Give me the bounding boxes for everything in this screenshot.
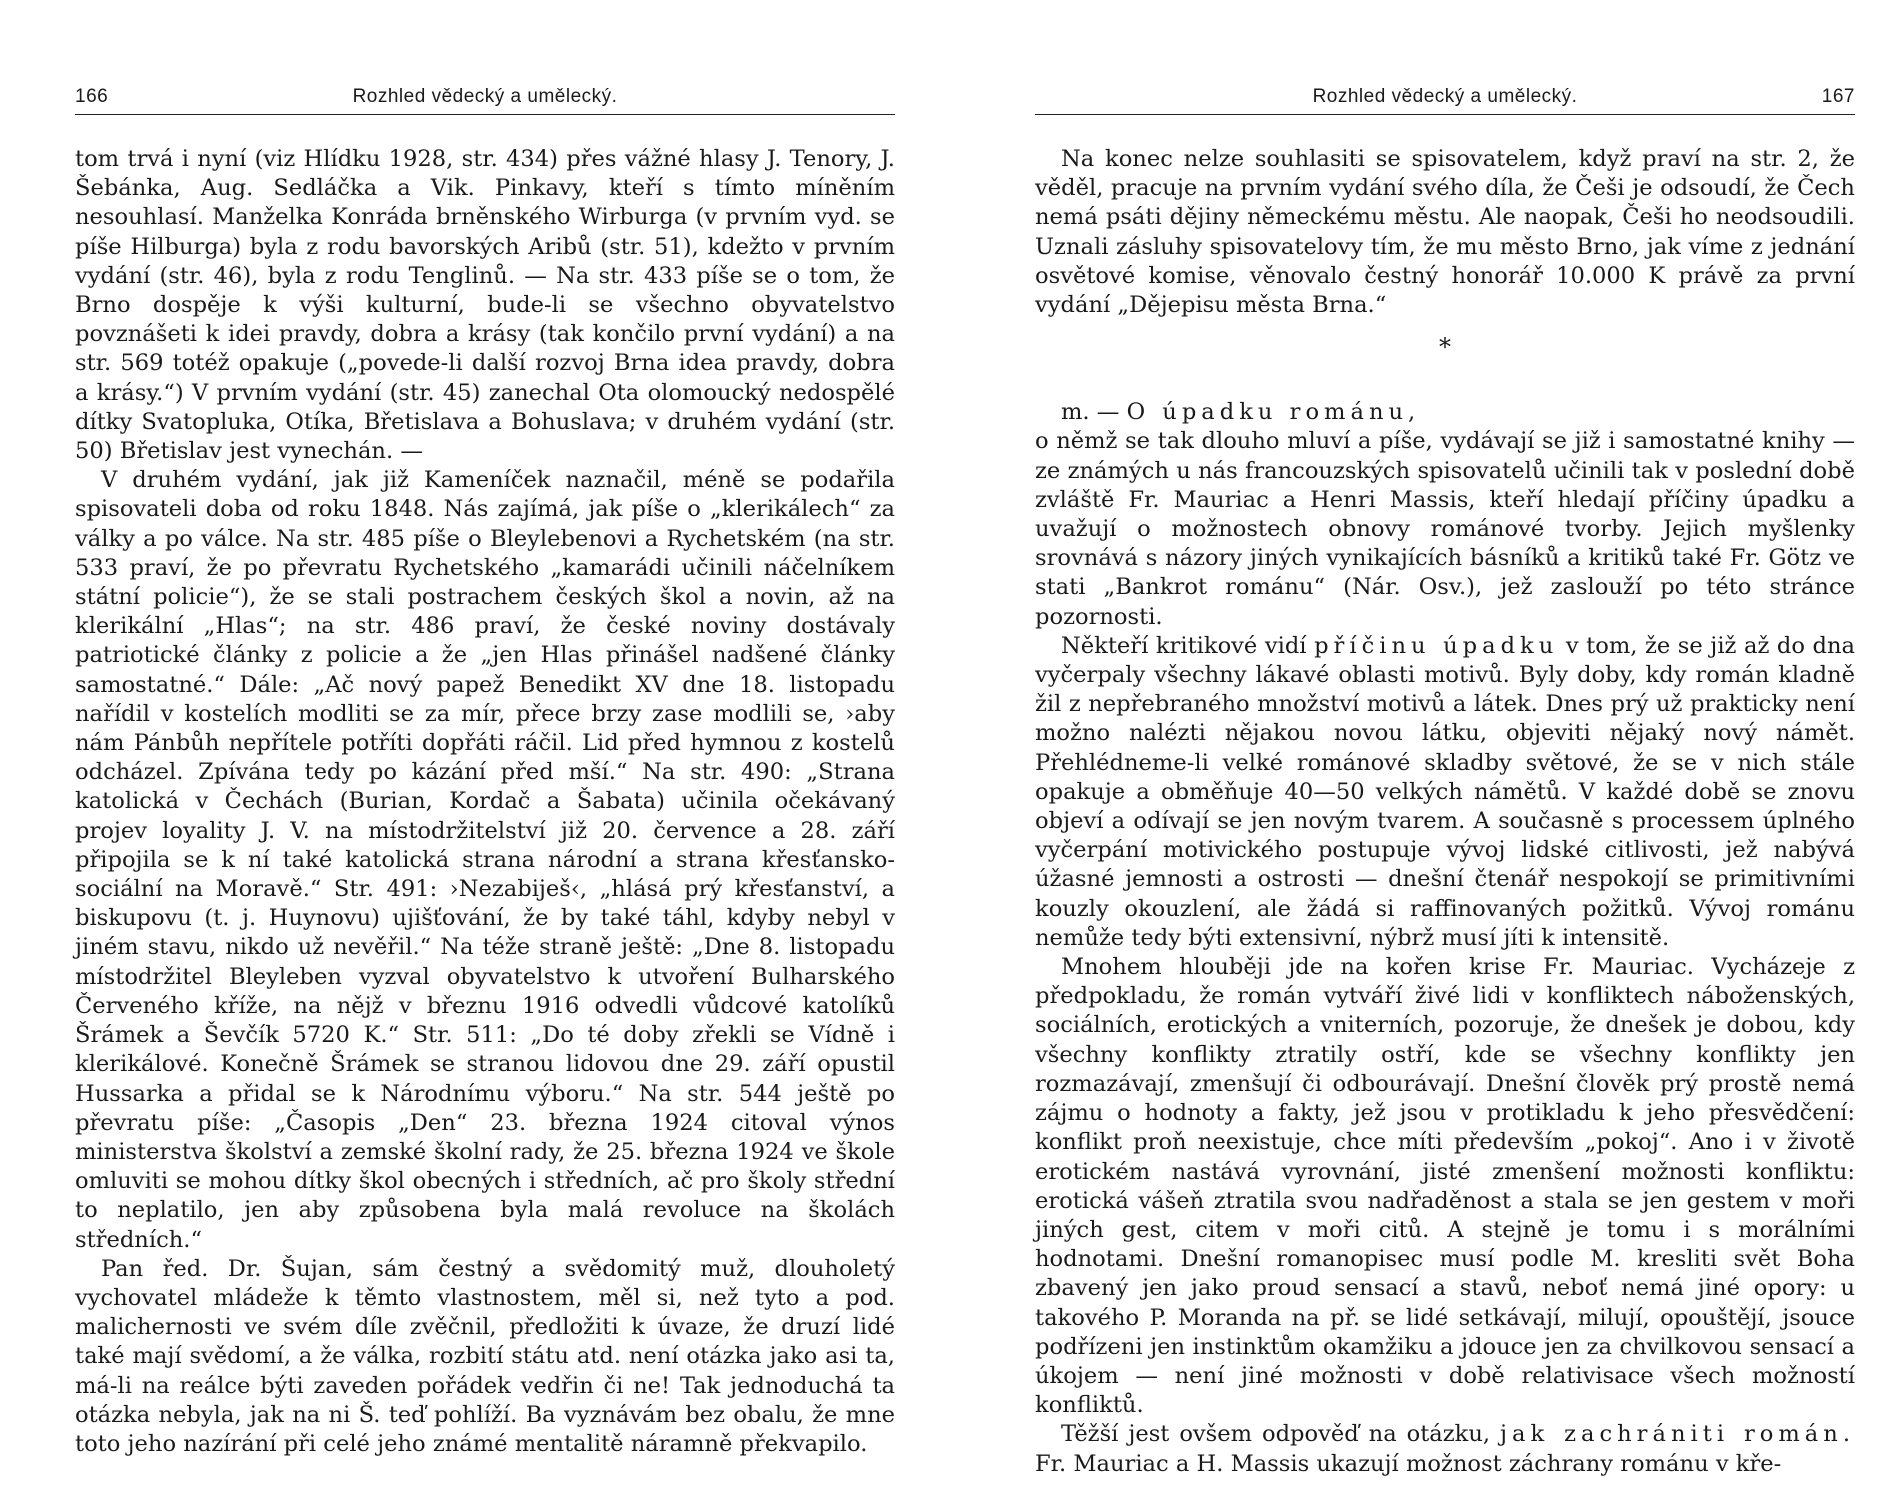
section-paragraph-3: Mnohem hlouběji jde na kořen krise Fr. Mauriac. Vycházeje z předpokladu, že román vytváří živé lidi v konfliktech náboženských, sociálních, erotických a vniterních, pozoruje, že dnešek je dobou, kdy všechny konflikty ztratily ostří, kde se všechny konflikty jen rozmazávají, zmenšují či odbourávají. Dnešní člověk prý prostě nemá zájmu o hodnoty a fakty, jež jsou v protikladu k jeho přesvědčení: konflikt proň neexistuje, chce míti především „pokoj“. Ano i v životě erotickém nastává vyrovnání, jisté zmenšení možnosti konfliktu: erotická vášeň ztratila svou nadřaděnost a stala se jen gestem v moři jiných gest, citem v moři citů. A stejně je tomu i s morálními hodnotami. Dnešní romanopisec musí podle M. kresliti svět Boha zbavený jen jako proud sensací a stavů, neboť nemá jiné opory: u takového P. Moranda na př. se lidé setkávají, milují, opouštějí, jsouce podřízeni jen instinktům okamžiku a jdouce jen za chvilkovou sensací a úkojem — není jiné možnosti v době relativisace všech možností konfliktů. [1035,954,1855,1419]
section-paragraph-4 [1035,1420,1855,1478]
left-page-body [75,145,895,1459]
section-author-mark: m. — [1061,399,1127,426]
right-running-title: Rozhled vědecký a umělecký. [1312,86,1578,107]
paragraph-4-text-start: Těžší jest ovšem odpověď na otázku, [1061,1421,1501,1448]
emphasis-jak-zachraniti-roman: jak zachrániti román. [1500,1421,1855,1448]
emphasis-pricinu-upadku: příčinu úpadku [1314,632,1559,659]
left-paragraph-1: tom trvá i nyní (viz Hlídku 1928, str. 434) přes vážné hlasy J. Tenory, J. Šebánka, Aug. Sedláčka a Vik. Pinkavy, kteří s tímto míněním nesouhlasí. Manželka Konráda brněnského Wirburga (v prvním vyd. se píše Hilburga) byla z rodu bavorských Aribů (str. 51), kdežto v prvním vydání (str. 46), byla z rodu Tenglinů. — Na str. 433 píše se o tom, že Brno dospěje k výši kulturní, bude-li se všechno obyvatelstvo povznášeti k idei pravdy, dobra a krásy (tak končilo první vydání) a na str. 569 totéž opakuje („povede-li další rozvoj Brna idea pravdy, dobra a krásy.“) V prvním vydání (str. 45) zanechal Ota olomoucký nedospělé dítky Svatopluka, Otíka, Břetislava a Bohuslava; v druhém vydání (str. 50) Břetislav jest vynechán. — [75,146,895,465]
right-page-number: 167 [1821,86,1855,107]
section-separator: * [1439,333,1451,362]
section-opening-text: o němž se tak dlouho mluví a píše, vydávají se již i samostatné knihy — ze známých u nás francouzských spisovatelů učinili tak v poslední době zvláště Fr. Mauriac a Henri Massis, kteří hledají příčiny úpadku a uvažují o možnostech obnovy románové tvorby. Jejich myšlenky srovnává s názory jiných vynikajících básníků a kritiků také Fr. Götz ve stati „Bankrot románu“ (Nár. Osv.), jež zaslouží po této stránce pozornosti. [1035,428,1855,630]
left-page-header [75,80,895,115]
left-page-number: 166 [75,86,109,107]
left-page [75,80,895,1459]
left-paragraph-3: Pan řed. Dr. Šujan, sám čestný a svědomitý muž, dlouholetý vychovatel mládeže k těmto vlastnostem, měl si, než tyto a pod. malichernosti ve svém díle zvěčnil, předložiti k úvaze, že druzí lidé také mají svědomí, a že válka, rozbití státu atd. není otázka jako asi ta, má-li na reálce býti zaveden pořádek vedřin či ne! Tak jednoduchá ta otázka nebyla, jak na ni Š. teď pohlíží. Ba vyznávám bez obalu, že mne toto jeho nazírání při celé jeho známé mentalitě náramně překvapilo. [75,1255,895,1457]
paragraph-4-text-rest: Fr. Mauriac a H. Massis ukazují možnost záchrany románu v kře- [1035,1450,1782,1477]
right-intro-paragraph: Na konec nelze souhlasiti se spisovatelem, když praví na str. 2, že věděl, pracuje na prvním vydání svého díla, že Češi je odsoudí, že Čech nemá psáti dějiny německému městu. Ale naopak, Češi ho neodsoudili. Uznali zásluhy spisovatelovy tím, že mu město Brno, jak víme z jednání osvětové komise, věnovalo čestný honorář 10.000 K právě za první vydání „Dějepisu města Brna.“ [1035,146,1855,319]
section-opening-paragraph [1035,398,1855,632]
right-page-header [1035,80,1855,115]
section-heading: O úpadku románu, [1126,399,1421,426]
section-paragraph-2 [1035,632,1855,953]
right-page [1035,80,1855,1479]
left-paragraph-2: V druhém vydání, jak již Kameníček naznačil, méně se podařila spisovateli doba od roku 1848. Nás zajímá, jak píše o „klerikálech“ za války a po válce. Na str. 485 píše o Bleylebenovi a Rychetském (na str. 533 praví, že po převratu Rychetského „kamarádi učinili náčelníkem státní policie“), že se stali postrachem českých škol a novin, až na klerikální „Hlas“; na str. 486 praví, že české noviny dostávaly patriotické články z policie a že „jen Hlas přinášel nadšené články samostatné.“ Dále: „Ač nový papež Benedikt XV dne 18. listopadu nařídil v kostelích modliti se za mír, přece brzy zase modlili se, ›aby nám Pánbůh nepřítele potříti dopřáti ráčil. Lid před hymnou z kostelů odcházel. Zpívána tedy po kázání před mší.“ Na str. 490: „Strana katolická v Čechách (Burian, Kordač a Šabata) učinila očekávaný projev loyality J. V. na místodržitelství již 20. července a 28. září připojila se k ní také katolická strana národní a strana křesťansko-sociální na Moravě.“ Str. 491: ›Nezabiješ‹, „hlásá prý křesťanství, a biskupovu (t. j. Huynovu) ujišťování, že by také táhl, kdyby nebyl v jiném stavu, nikdo už nevěřil.“ Na téže straně ještě: „Dne 8. listopadu místodržitel Bleyleben vyzval obyvatelstvo k utvoření Bulharského Červeného kříže, na nějž v březnu 1916 odvedli vůdcové katolíků Šrámek a Ševčík 5720 K.“ Str. 511: „Do té doby zřekli se Vídně i klerikálové. Konečně Šrámek se stranou lidovou dne 29. září opustil Hussarka a přidal se k Národnímu výboru.“ Na str. 544 ještě po převratu píše: „Časopis „Den“ 23. března 1924 citoval výnos ministerstva školství a zemské školní rady, že 25. března 1924 ve škole omluviti se mohou dítky škol obecných i středních, ač pro školy střední to neplatilo, jen aby způsobena byla malá revoluce na školách středních.“ [75,467,895,1253]
paragraph-2-text-rest: v tom, že se již až do dna vyčerpaly všechny lákavé oblasti motivů. Byly doby, kdy román kladně žil z nepřebraného množství motivů a látek. Dnes prý už prakticky není možno nalézti nějakou novou látku, objeviti nějaký nový námět. Přehlédneme-li velké románové skladby světové, že se v nich stále opakuje a obměňuje 40—50 velkých námětů. V každé době se znovu objeví a odívají se jen novým tvarem. A současně s processem úplného vyčerpání motivického postupuje vývoj lidské citlivosti, jež nabývá úžasné jemnosti a ostrosti — dnešní čtenář nespokojí se primitivními kouzly okouzlení, ale žádá si raffinovaných požitků. Vývoj románu nemůže tedy býti extensivní, nýbrž musí jíti k intensitě. [1035,632,1855,951]
right-page-body [1035,145,1855,1479]
paragraph-2-text-start: Někteří kritikové vidí [1061,632,1315,659]
left-running-title: Rozhled vědecký a umělecký. [352,86,618,107]
